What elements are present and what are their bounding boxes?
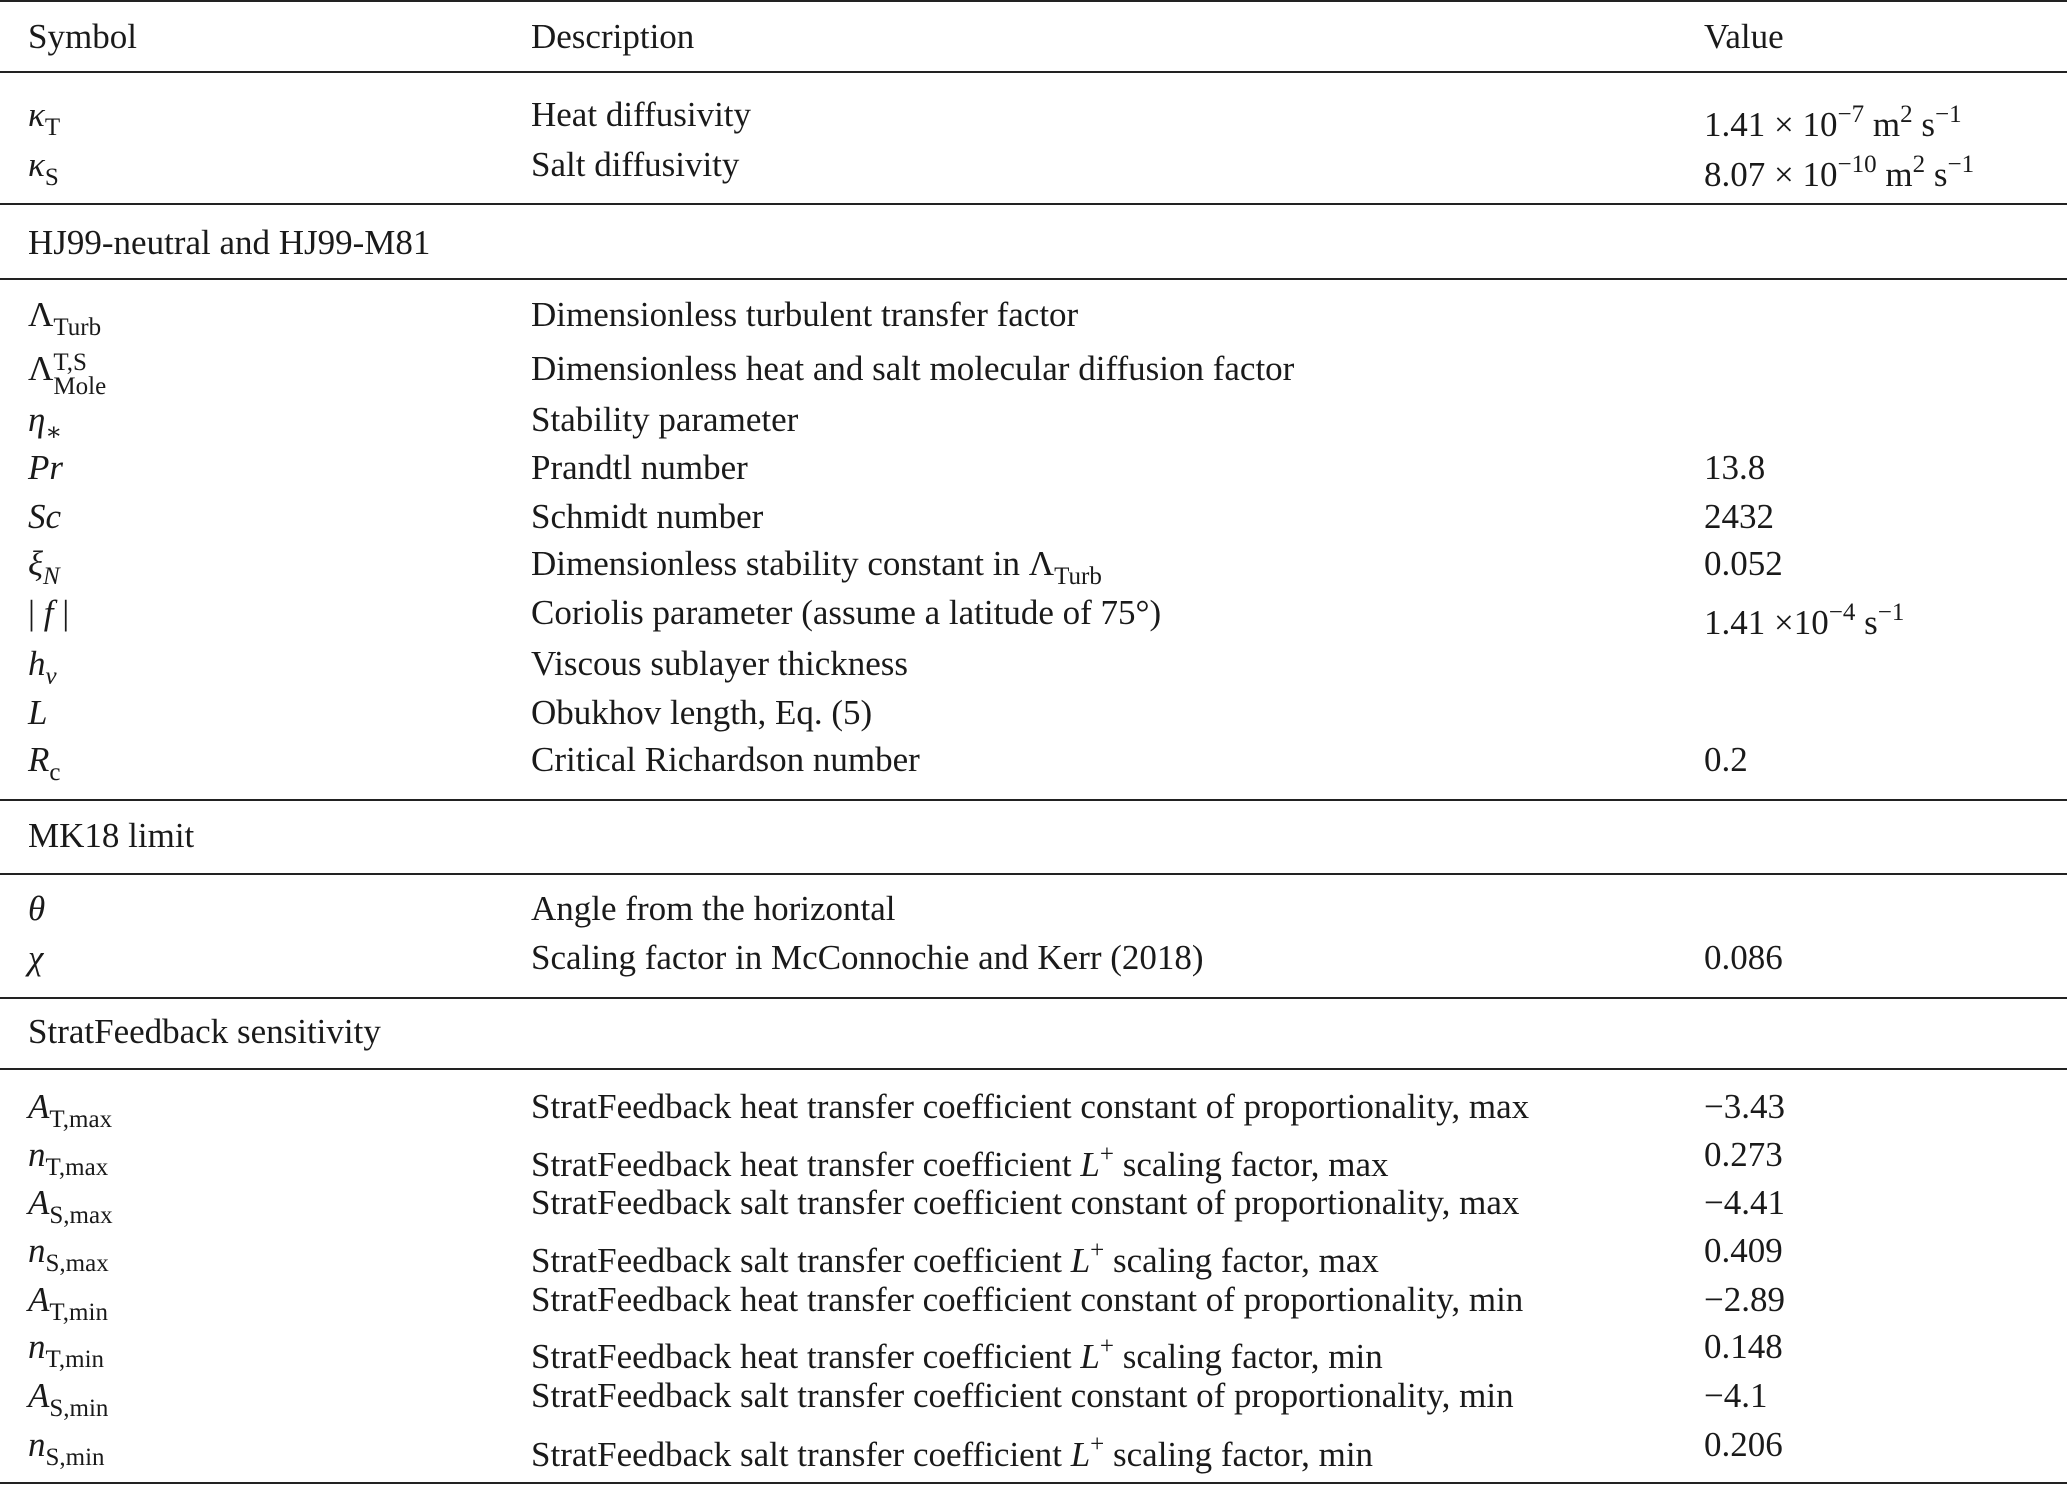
text-segment: StratFeedback heat transfer coefficient (531, 1337, 1081, 1376)
table-cell-description (531, 1227, 1379, 1280)
text-segment: −3.43 (1704, 1087, 1785, 1126)
header-symbol: Symbol (28, 17, 137, 56)
table-cell-symbol (28, 291, 101, 339)
table-rule (0, 203, 2067, 205)
table-cell-description (531, 589, 1161, 637)
text-segment: ξ (28, 544, 43, 583)
table-cell-symbol (28, 1323, 104, 1371)
table-cell-value (1704, 444, 1765, 492)
text-segment: Scaling factor in McConnochie and Kerr (2018) (531, 938, 1204, 977)
text-segment: A (28, 1280, 50, 1319)
text-segment: T,max (49, 1106, 113, 1133)
text-segment: χ (28, 938, 44, 977)
text-segment: f (43, 593, 54, 632)
text-segment: 1.41 × 10 (1704, 105, 1838, 144)
text-segment: Λ (28, 295, 54, 334)
text-segment: c (49, 759, 61, 786)
table-cell-symbol (28, 345, 107, 400)
section-title: HJ99-neutral and HJ99-M81 (28, 223, 431, 262)
table-cell-symbol (28, 444, 63, 492)
section-title: MK18 limit (28, 816, 195, 855)
text-segment: | (53, 593, 70, 632)
table-cell-value (1704, 1323, 1783, 1371)
text-segment: StratFeedback salt transfer coefficient (531, 1241, 1071, 1280)
text-segment: scaling factor, max (1113, 1145, 1389, 1184)
table-cell-description (531, 444, 748, 492)
table-cell-symbol (28, 1083, 112, 1131)
text-segment: −10 (1837, 151, 1877, 178)
text-segment: κ (28, 95, 45, 134)
text-segment: 2 (1912, 151, 1926, 178)
section-title: StratFeedback sensitivity (28, 1012, 381, 1051)
text-segment: s (1912, 105, 1935, 144)
text-segment: L (1070, 1241, 1091, 1280)
table-cell-symbol (28, 640, 57, 688)
header-value: Value (1704, 17, 1784, 56)
table-cell-symbol (28, 1131, 108, 1179)
table-cell-value (1704, 589, 1905, 642)
text-segment: −4.1 (1704, 1376, 1768, 1415)
text-segment: StratFeedback heat transfer coefficient constant of proportionality, max (531, 1087, 1530, 1126)
text-segment: 0.2 (1704, 740, 1748, 779)
table-rule (0, 799, 2067, 801)
text-segment: S,max (49, 1202, 113, 1229)
table-rule (0, 278, 2067, 280)
text-segment: Turb (1054, 563, 1102, 590)
table-cell-description (531, 1372, 1514, 1420)
text-segment: ∗ (45, 419, 63, 446)
text-segment: L (1070, 1435, 1091, 1474)
table-cell-symbol (28, 589, 69, 637)
text-segment: 1.41 ×10 (1704, 603, 1829, 642)
table-cell-value (1704, 141, 1975, 194)
text-segment: Angle from the horizontal (531, 889, 896, 928)
header-description: Description (531, 17, 695, 56)
table-cell-value (1704, 1372, 1768, 1420)
text-segment: L (1080, 1337, 1100, 1376)
text-segment: StratFeedback heat transfer coefficient constant of proportionality, min (531, 1280, 1524, 1319)
text-segment: Stability parameter (531, 400, 799, 439)
text-segment: T (44, 114, 61, 141)
text-segment: 0.086 (1704, 938, 1783, 977)
text-segment: S (44, 164, 59, 191)
table-cell-value (1704, 1083, 1785, 1131)
table-cell-symbol (28, 540, 60, 588)
table-cell-symbol (28, 689, 47, 737)
table-cell-value (1704, 493, 1774, 541)
table-cell-description (531, 689, 872, 737)
text-segment: Λ (28, 349, 54, 388)
table-cell-description (531, 640, 908, 688)
table-cell-value (1704, 1421, 1783, 1469)
table-cell-description (531, 1421, 1374, 1474)
text-segment: + (1099, 1333, 1114, 1360)
table-cell-symbol (28, 1179, 113, 1227)
text-segment: L (28, 693, 48, 732)
text-segment: scaling factor, min (1113, 1337, 1383, 1376)
text-segment: Obukhov length, Eq. (5) (531, 693, 873, 732)
table-cell-value (1704, 540, 1783, 588)
text-segment: Schmidt number (531, 497, 764, 536)
text-segment: s (1925, 155, 1948, 194)
text-segment: S,max (45, 1250, 109, 1277)
text-segment: −7 (1837, 101, 1865, 128)
table-rule (0, 0, 2067, 2)
text-segment: ν (45, 663, 57, 690)
table-rule (0, 1482, 2067, 1484)
table-cell-symbol (28, 885, 45, 933)
text-segment: n (28, 1327, 46, 1366)
text-segment: Turb (53, 314, 102, 341)
supscript: T,S (53, 349, 87, 376)
text-segment: n (28, 1135, 46, 1174)
table-cell-description (531, 291, 1078, 339)
text-segment: A (28, 1376, 50, 1415)
text-segment: + (1090, 1431, 1105, 1458)
text-segment: T,max (45, 1154, 109, 1181)
text-segment: Dimensionless heat and salt molecular diffusion factor (531, 349, 1295, 388)
text-segment: Dimensionless stability constant in Λ (531, 544, 1055, 583)
text-segment: scaling factor, max (1104, 1241, 1379, 1280)
table-cell-symbol (28, 1227, 109, 1275)
text-segment: StratFeedback heat transfer coefficient (531, 1145, 1081, 1184)
text-segment: h (28, 644, 46, 683)
subscript: Mole (53, 373, 107, 400)
text-segment: 2432 (1704, 497, 1774, 536)
table-cell-value (1704, 736, 1748, 784)
table-cell-description (531, 1131, 1389, 1184)
table-cell-symbol (28, 493, 61, 541)
text-segment (53, 351, 106, 399)
text-segment: N (43, 563, 60, 590)
text-segment: m (1876, 155, 1913, 194)
text-segment: T,min (45, 1346, 105, 1373)
table-cell-description (531, 345, 1294, 393)
table-rule (0, 1068, 2067, 1070)
text-segment: −1 (1947, 151, 1975, 178)
table-cell-symbol (28, 1421, 105, 1469)
text-segment: StratFeedback salt transfer coefficient constant of proportionality, min (531, 1376, 1514, 1415)
text-segment: −4 (1828, 599, 1856, 626)
text-segment: 0.273 (1704, 1135, 1783, 1174)
text-segment: Pr (28, 448, 63, 487)
table-cell-symbol (28, 1372, 108, 1420)
text-segment: n (28, 1231, 46, 1270)
table-cell-description (531, 1179, 1519, 1227)
table-cell-description (531, 1323, 1383, 1376)
table-cell-description (531, 934, 1204, 982)
text-segment: m (1864, 105, 1901, 144)
table-cell-symbol (28, 934, 43, 982)
text-segment: 0.409 (1704, 1231, 1783, 1270)
text-segment: + (1099, 1141, 1114, 1168)
text-segment: scaling factor, min (1104, 1435, 1374, 1474)
table-cell-symbol (28, 141, 59, 189)
text-segment: −4.41 (1704, 1183, 1785, 1222)
text-segment: 0.052 (1704, 544, 1783, 583)
table-cell-description (531, 91, 751, 139)
text-segment: R (28, 740, 50, 779)
text-segment: s (1855, 603, 1878, 642)
text-segment: L (1080, 1145, 1100, 1184)
text-segment: κ (28, 145, 45, 184)
table-cell-symbol (28, 396, 62, 444)
table-cell-description (531, 1276, 1523, 1324)
table-cell-symbol (28, 1276, 108, 1324)
text-segment: + (1090, 1237, 1105, 1264)
text-segment: Critical Richardson number (531, 740, 920, 779)
table-rule (0, 71, 2067, 73)
text-segment: Sc (28, 497, 62, 536)
table-cell-description (531, 396, 798, 444)
text-segment: 0.148 (1704, 1327, 1783, 1366)
text-segment: Heat diffusivity (531, 95, 752, 134)
text-segment: 0.206 (1704, 1425, 1783, 1464)
text-segment: −1 (1934, 101, 1962, 128)
text-segment: 13.8 (1704, 448, 1766, 487)
text-segment: S,min (49, 1395, 109, 1422)
table-cell-description (531, 1083, 1529, 1131)
table-cell-value (1704, 1227, 1783, 1275)
table-cell-description (531, 736, 920, 784)
table-cell-description (531, 885, 895, 933)
text-segment: Dimensionless turbulent transfer factor (531, 295, 1079, 334)
table-cell-value (1704, 934, 1783, 982)
table-cell-description (531, 540, 1102, 588)
table-cell-value (1704, 1131, 1783, 1179)
text-segment: 8.07 × 10 (1704, 155, 1838, 194)
table-cell-symbol (28, 91, 60, 139)
text-segment: | (28, 593, 44, 632)
text-segment: StratFeedback salt transfer coefficient (531, 1435, 1071, 1474)
text-segment: −2.89 (1704, 1280, 1785, 1319)
text-segment: 2 (1900, 101, 1913, 128)
text-segment: Prandtl number (531, 448, 748, 487)
text-segment: Salt diffusivity (531, 145, 740, 184)
table-cell-symbol (28, 736, 61, 784)
table-cell-description (531, 141, 739, 189)
table-cell-value (1704, 91, 1962, 144)
table-cell-value (1704, 1276, 1785, 1324)
text-segment: T,min (49, 1299, 108, 1326)
text-segment: A (28, 1183, 50, 1222)
text-segment: θ (28, 889, 46, 928)
text-segment: Coriolis parameter (assume a latitude of 75°) (531, 593, 1162, 632)
table-cell-description (531, 493, 763, 541)
text-segment: StratFeedback salt transfer coefficient constant of proportionality, max (531, 1183, 1520, 1222)
text-segment: Viscous sublayer thickness (531, 644, 909, 683)
table-rule (0, 873, 2067, 875)
text-segment: n (28, 1425, 46, 1464)
text-segment: S,min (45, 1444, 105, 1471)
text-segment: A (28, 1087, 50, 1126)
text-segment: −1 (1877, 599, 1905, 626)
table-cell-value (1704, 1179, 1785, 1227)
table-rule (0, 997, 2067, 999)
text-segment: η (28, 400, 46, 439)
